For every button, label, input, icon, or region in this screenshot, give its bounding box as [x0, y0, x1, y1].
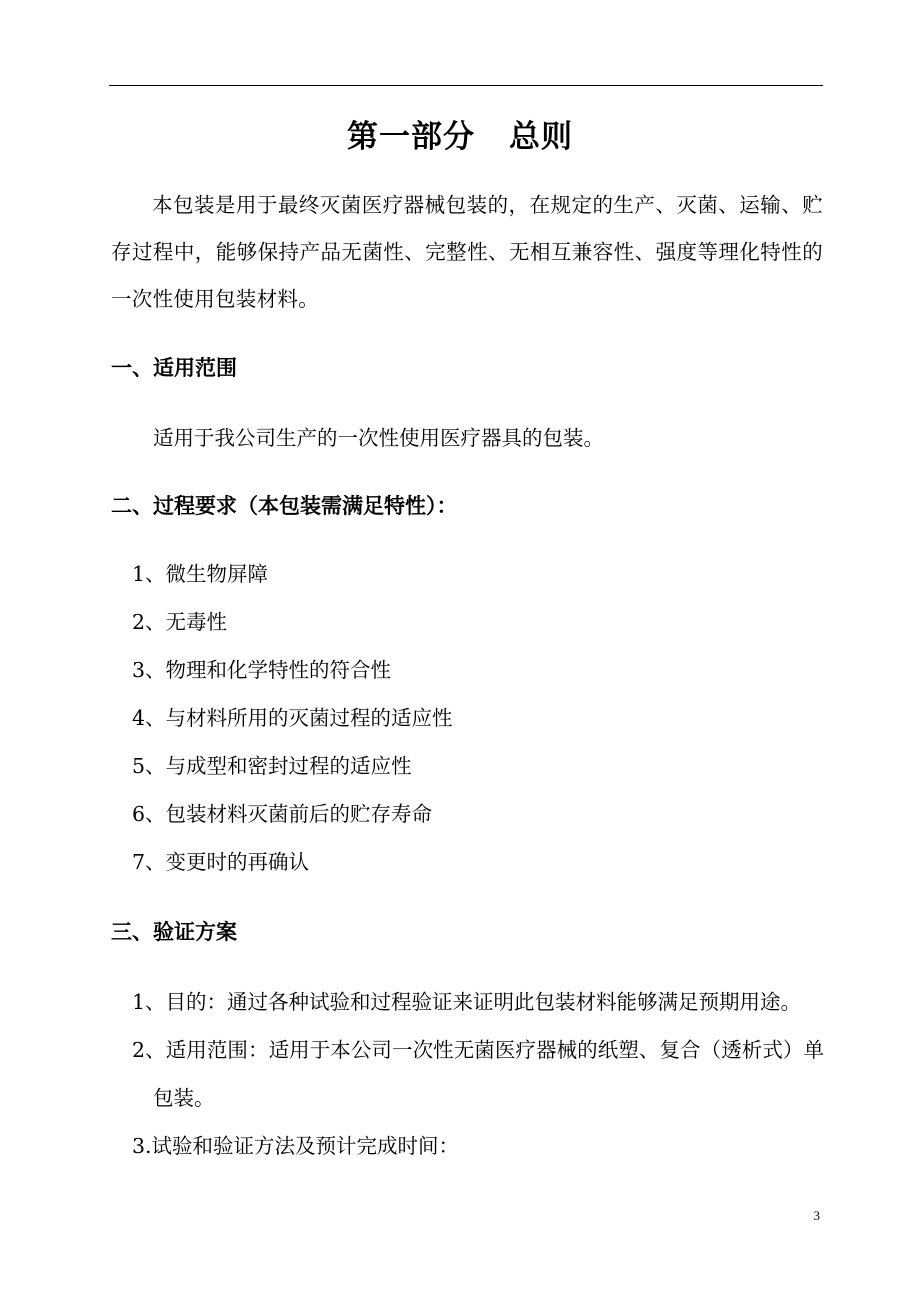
scope-paragraph: 适用于我公司生产的一次性使用医疗器具的包装。: [153, 426, 604, 450]
list-item: 7、变更时的再确认: [132, 850, 310, 874]
validation-item-methods: 3.试验和验证方法及预计完成时间：: [132, 1134, 460, 1158]
title-part: 第一部分: [347, 119, 475, 155]
list-item: 5、与成型和密封过程的适应性: [132, 754, 412, 778]
page-title: [0, 112, 920, 162]
validation-scope-text: 2、适用范围：适用于本公司一次性无菌医疗器械的纸塑、复合（透析式）单包装。: [132, 1038, 824, 1110]
list-item: 2、无毒性: [132, 610, 228, 634]
list-item: 3、物理和化学特性的符合性: [132, 658, 392, 682]
list-item: 4、与材料所用的灭菌过程的适应性: [132, 706, 453, 730]
list-item: 6、包装材料灭菌前后的贮存寿命: [132, 802, 433, 826]
page-number: 3: [813, 1208, 820, 1223]
section-heading-validation-plan: 三、验证方案: [111, 919, 237, 944]
validation-item-scope: [132, 1026, 824, 1122]
title-general: 总则: [509, 119, 573, 155]
validation-item-purpose: 1、目的：通过各种试验和过程验证来证明此包装材料能够满足预期用途。: [132, 990, 802, 1014]
list-item: 1、微生物屏障: [132, 562, 269, 586]
intro-paragraph: 本包装是用于最终灭菌医疗器械包装的，在规定的生产、灭菌、运输、贮存过程中，能够保持产品无菌性、完整性、无相互兼容性、强度等理化特性的一次性使用包装材料。: [111, 193, 823, 311]
section-heading-scope: 一、适用范围: [111, 355, 237, 380]
section-heading-process-requirements: 二、过程要求（本包装需满足特性）：: [111, 493, 458, 518]
header-rule: [109, 85, 823, 86]
